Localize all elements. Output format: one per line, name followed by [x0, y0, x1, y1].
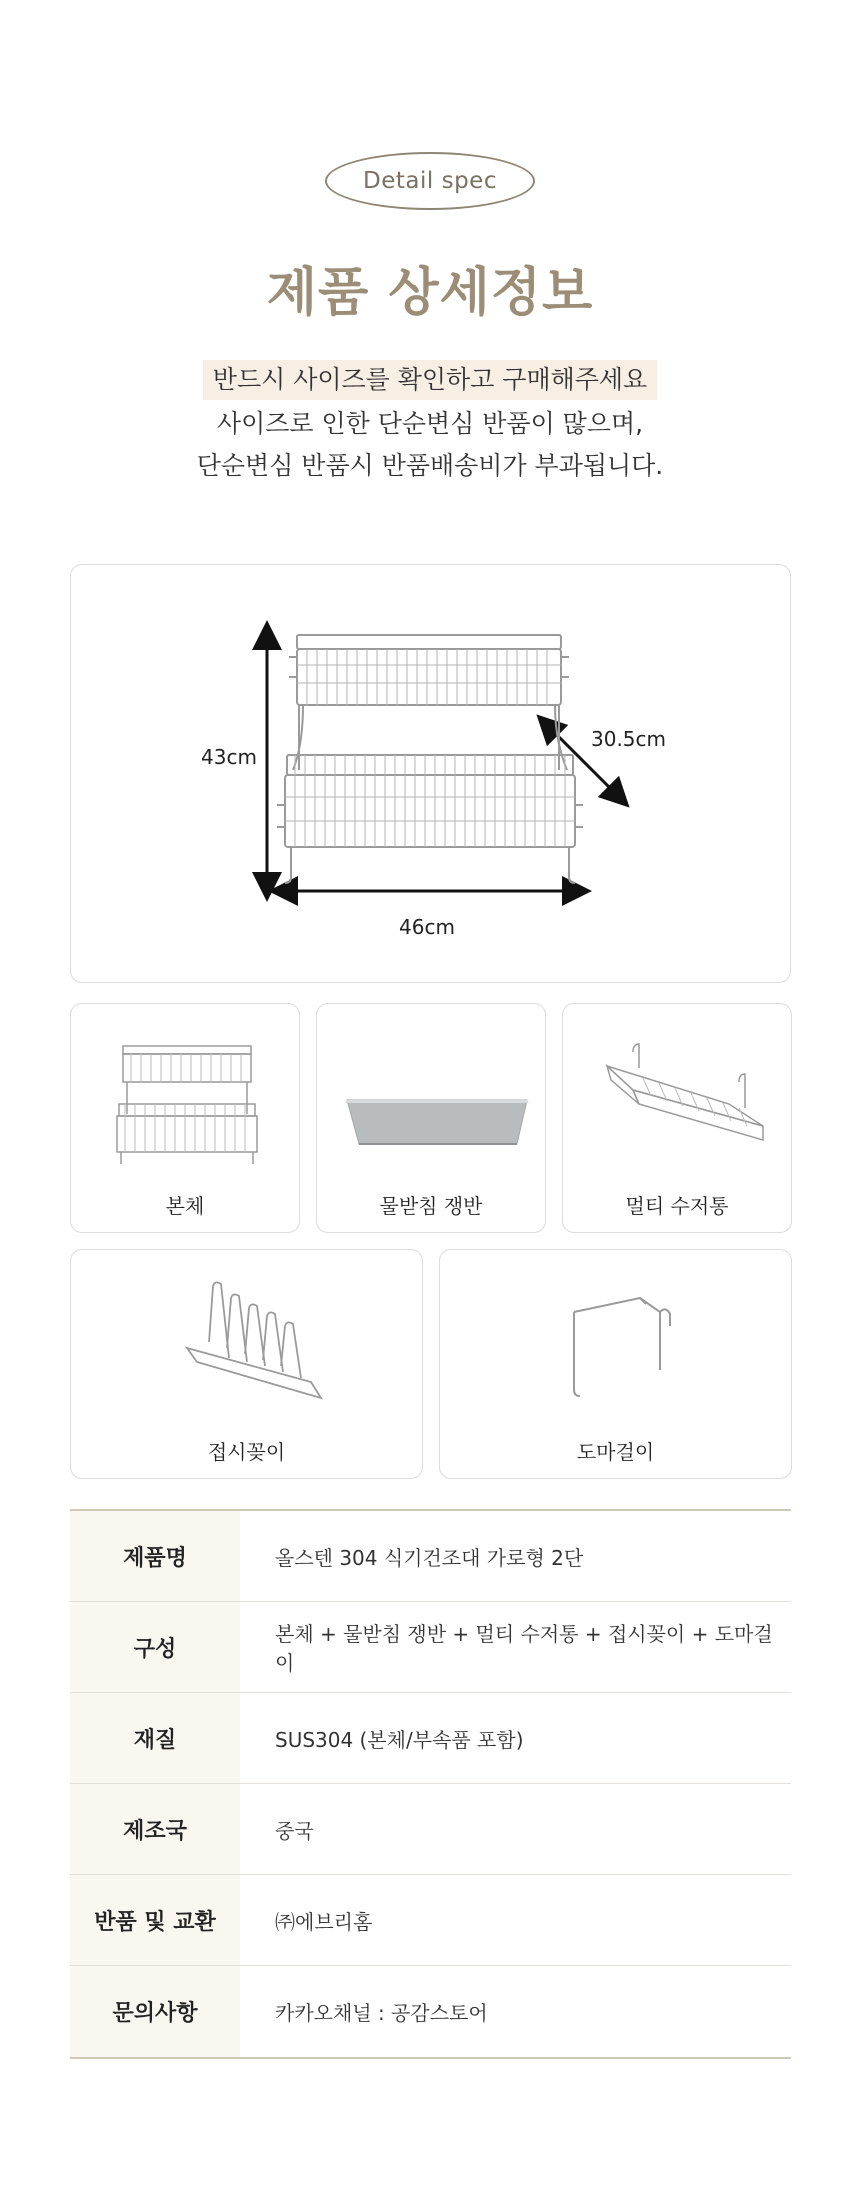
component-label-board-hanger: 도마걸이 — [576, 1440, 655, 1464]
drip-tray-icon — [317, 1004, 547, 1174]
spec-value: ㈜에브리홈 — [275, 1909, 373, 1934]
spec-label: 문의사항 — [70, 1966, 240, 2057]
component-label-drip-tray: 물받침 쟁반 — [379, 1194, 483, 1218]
spec-row-product-name — [70, 1511, 791, 1602]
component-card-drip-tray — [316, 1003, 546, 1233]
component-label-cutlery-basket: 멀티 수저통 — [625, 1194, 729, 1218]
spec-value: 중국 — [275, 1818, 314, 1843]
spec-value: 카카오채널 : 공감스토어 — [275, 2001, 488, 2025]
spec-row-material — [70, 1693, 791, 1784]
spec-label: 반품 및 교환 — [70, 1875, 240, 1965]
spec-label: 재질 — [70, 1693, 240, 1783]
page-title: 제품 상세정보 — [266, 263, 594, 323]
spec-row-inquiry — [70, 1966, 791, 2057]
spec-label: 구성 — [70, 1602, 240, 1692]
notice-highlight: 반드시 사이즈를 확인하고 구매해주세요 — [203, 360, 657, 400]
dimension-card — [70, 564, 791, 983]
spec-label: 제조국 — [70, 1784, 240, 1874]
notice-highlight-wrap — [0, 360, 860, 400]
cutlery-basket-icon — [563, 1004, 793, 1174]
plate-rack-icon — [71, 1250, 424, 1420]
spec-row-country — [70, 1784, 791, 1875]
notice-line-1: 사이즈로 인한 단순변심 반품이 많으며, — [216, 409, 644, 438]
component-card-plate-rack — [70, 1249, 423, 1479]
detail-spec-badge-wrap — [0, 152, 860, 210]
spec-table — [70, 1509, 791, 2059]
spec-value: SUS304 (본체/부속품 포함) — [275, 1727, 524, 1752]
detail-spec-badge: Detail spec — [325, 152, 535, 210]
cutting-board-hanger-icon — [440, 1250, 793, 1420]
rack-drawing — [277, 635, 583, 883]
spec-value: 올스텐 304 식기건조대 가로형 2단 — [275, 1545, 584, 1570]
component-card-cutlery-basket — [562, 1003, 792, 1233]
component-card-body — [70, 1003, 300, 1233]
height-label: 43cm — [201, 745, 257, 769]
component-label-plate-rack: 접시꽂이 — [207, 1440, 286, 1464]
width-label: 46cm — [399, 915, 455, 939]
component-label-body: 본체 — [165, 1194, 205, 1218]
spec-value: 본체 + 물받침 쟁반 + 멀티 수저통 + 접시꽂이 + 도마걸이 — [275, 1622, 773, 1675]
spec-row-composition — [70, 1602, 791, 1693]
spec-row-returns — [70, 1875, 791, 1966]
component-card-board-hanger — [439, 1249, 792, 1479]
notice-line-2: 단순변심 반품시 반품배송비가 부과됩니다. — [196, 451, 664, 480]
spec-label: 제품명 — [70, 1511, 240, 1601]
rack-body-icon — [71, 1004, 301, 1174]
depth-label: 30.5cm — [591, 727, 667, 751]
